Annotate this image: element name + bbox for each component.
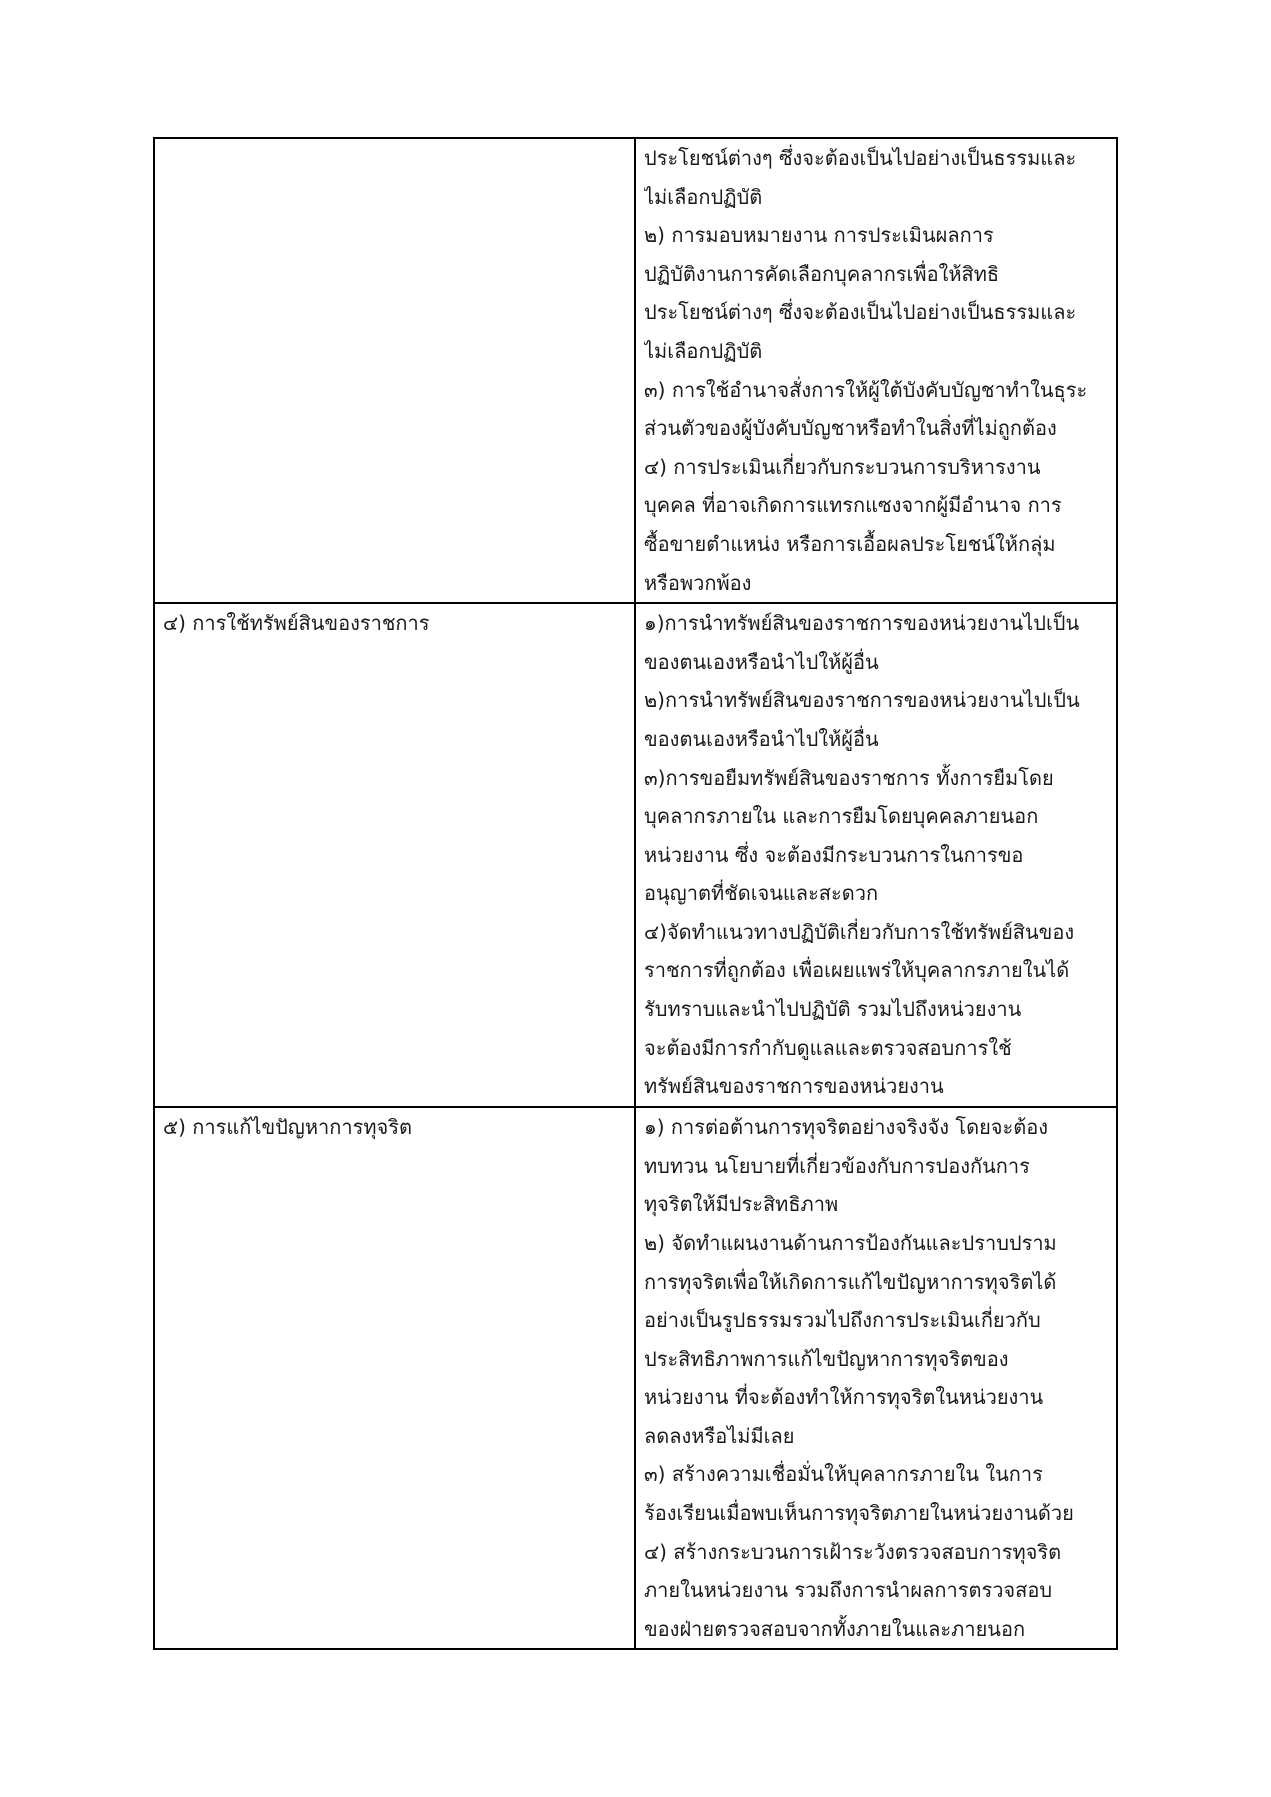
detail-line: ประโยชน์ต่างๆ ซึ่งจะต้องเป็นไปอย่างเป็นธรรมและ bbox=[644, 146, 1077, 170]
topic-label: ๔) การใช้ทรัพย์สินของราชการ bbox=[163, 611, 430, 636]
content-table bbox=[153, 137, 1118, 1650]
detail-line: หน่วยงาน ที่จะต้องทำให้การทุจริตในหน่วยงาน bbox=[644, 1385, 1044, 1410]
detail-line: ทบทวน นโยบายที่เกี่ยวข้องกับการปองกันการ bbox=[644, 1153, 1030, 1178]
detail-line: อย่างเป็นรูปธรรมรวมไปถึงการประเมินเกี่ยวกับ bbox=[644, 1308, 1041, 1333]
table-row bbox=[154, 138, 1117, 603]
detail-line: ๑) การต่อต้านการทุจริตอย่างจริงจัง โดยจะต้อง bbox=[644, 1115, 1049, 1140]
detail-line: ไม่เลือกปฏิบัติ bbox=[644, 184, 763, 209]
detail-line: หรือพวกพ้อง bbox=[644, 570, 752, 595]
table-row bbox=[154, 603, 1117, 1107]
detail-line: ๔)จัดทำแนวทางปฏิบัติเกี่ยวกับการใช้ทรัพย์สินของ bbox=[644, 919, 1075, 944]
details-cell bbox=[635, 138, 1117, 603]
detail-line: ๒) จัดทำแผนงานด้านการป้องกันและปราบปราม bbox=[644, 1230, 1057, 1255]
detail-line: ๒) การมอบหมายงาน การประเมินผลการ bbox=[644, 223, 994, 248]
detail-line: ภายในหน่วยงาน รวมถึงการนำผลการตรวจสอบ bbox=[644, 1578, 1053, 1603]
detail-line: ไม่เลือกปฏิบัติ bbox=[644, 338, 763, 363]
detail-line: ทุจริตให้มีประสิทธิภาพ bbox=[644, 1192, 839, 1217]
detail-line: ร้องเรียนเมื่อพบเห็นการทุจริตภายในหน่วยงานด้วย bbox=[644, 1501, 1074, 1526]
detail-line: ปฏิบัติงานการคัดเลือกบุคลากรเพื่อให้สิทธิ bbox=[644, 261, 1000, 286]
detail-line: ของตนเองหรือนำไปให้ผู้อื่น bbox=[644, 649, 879, 674]
detail-line: จะต้องมีการกำกับดูแลและตรวจสอบการใช้ bbox=[644, 1035, 1012, 1060]
detail-line: ราชการที่ถูกต้อง เพื่อเผยแพร่ให้บุคลากรภายในได้ bbox=[644, 958, 1070, 983]
detail-line: ของฝ่ายตรวจสอบจากทั้งภายในและภายนอก bbox=[644, 1616, 1026, 1641]
detail-line: ๓) สร้างความเชื่อมั่นให้บุคลากรภายใน ในการ bbox=[644, 1462, 1043, 1487]
topic-cell bbox=[154, 1107, 635, 1649]
topic-cell bbox=[154, 138, 635, 603]
detail-line: ๒)การนำทรัพย์สินของราชการของหน่วยงานไปเป็น bbox=[644, 688, 1080, 713]
detail-line: ๓)การขอยืมทรัพย์สินของราชการ ทั้งการยืมโดย bbox=[644, 765, 1054, 790]
details-cell bbox=[635, 603, 1117, 1107]
detail-line: การทุจริตเพื่อให้เกิดการแก้ไขปัญหาการทุจริตได้ bbox=[644, 1269, 1057, 1294]
detail-line: ๔) การประเมินเกี่ยวกับกระบวนการบริหารงาน bbox=[644, 454, 1041, 479]
detail-line: ๔) สร้างกระบวนการเฝ้าระวังตรวจสอบการทุจริต bbox=[644, 1539, 1062, 1564]
detail-line: ประสิทธิภาพการแก้ไขปัญหาการทุจริตของ bbox=[644, 1346, 1009, 1371]
detail-line: บุคคล ที่อาจเกิดการแทรกแซงจากผู้มีอำนาจ การ bbox=[644, 493, 1062, 518]
detail-line: หน่วยงาน ซึ่ง จะต้องมีกระบวนการในการขอ bbox=[644, 842, 1024, 867]
detail-line: ๑)การนำทรัพย์สินของราชการของหน่วยงานไปเป็น bbox=[644, 611, 1080, 636]
detail-line: บุคลากรภายใน และการยืมโดยบุคคลภายนอก bbox=[644, 804, 1039, 829]
detail-line: ๓) การใช้อำนาจสั่งการให้ผู้ใต้บังคับบัญชาทำในธุระ bbox=[644, 377, 1088, 402]
detail-line: รับทราบและนำไปปฏิบัติ รวมไปถึงหน่วยงาน bbox=[644, 997, 1022, 1022]
detail-line: ส่วนตัวของผู้บังคับบัญชาหรือทำในสิ่งที่ไม่ถูกต้อง bbox=[644, 416, 1057, 441]
detail-line: อนุญาตที่ชัดเจนและสะดวก bbox=[644, 881, 879, 906]
detail-line: ประโยชน์ต่างๆ ซึ่งจะต้องเป็นไปอย่างเป็นธรรมและ bbox=[644, 300, 1077, 325]
detail-line: ลดลงหรือไม่มีเลย bbox=[644, 1423, 795, 1448]
detail-line: ของตนเองหรือนำไปให้ผู้อื่น bbox=[644, 726, 879, 751]
details-cell bbox=[635, 1107, 1117, 1649]
table-row bbox=[154, 1107, 1117, 1649]
detail-line: ซื้อขายตำแหน่ง หรือการเอื้อผลประโยชน์ให้กลุ่ม bbox=[644, 531, 1056, 556]
topic-label: ๕) การแก้ไขปัญหาการทุจริต bbox=[163, 1115, 412, 1140]
detail-line: ทรัพย์สินของราชการของหน่วยงาน bbox=[644, 1074, 944, 1099]
topic-cell bbox=[154, 603, 635, 1107]
